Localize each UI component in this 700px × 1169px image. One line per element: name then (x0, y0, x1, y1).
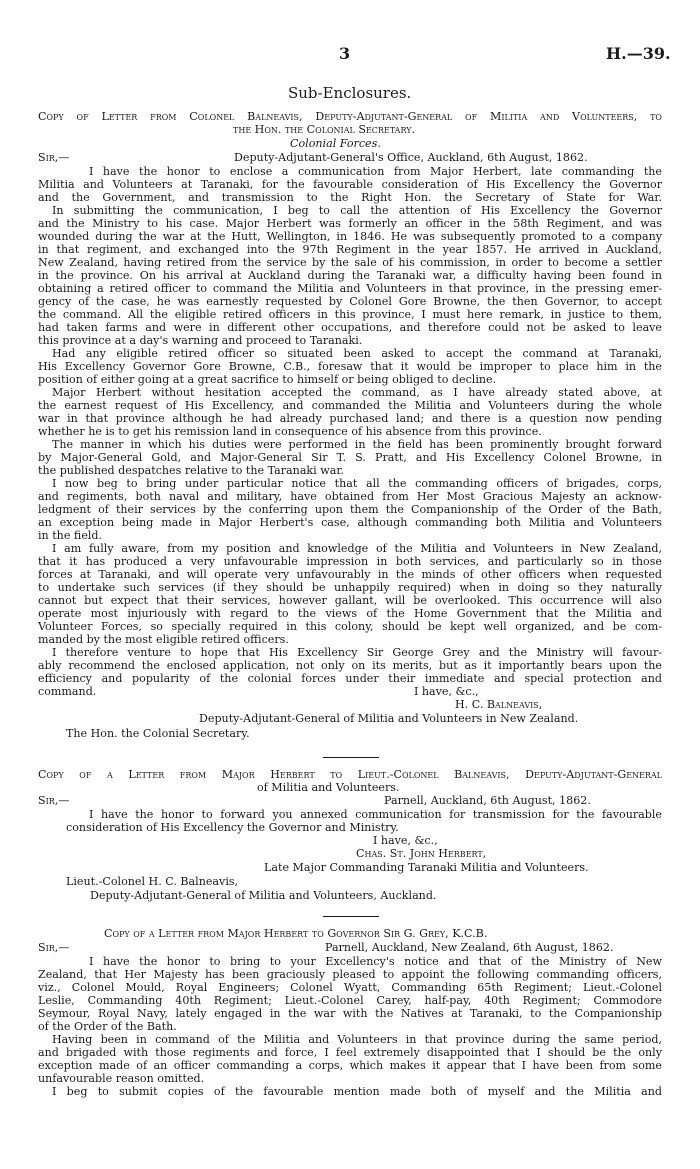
letter3-line: I have the honor to bring to your Excellency's notice and that of the Ministry of New (89, 955, 662, 968)
letter1-line: gency of the case, he was earnestly requested by Colonel Gore Browne, the then Governor, to accept (38, 295, 662, 308)
letter1-line: that it has produced a very unfavourable impression in both services, and particularly so in those (38, 555, 662, 568)
letter1-line: to undertake such services (if they should be unhappily required) when in doing so they naturally (38, 581, 662, 594)
letter1-line: and the Government, and transmission to the Right Hon. the Secretary of State for War. (38, 191, 662, 204)
letter3-salutation: Sir,— (38, 941, 70, 954)
section-divider (323, 757, 379, 758)
letter2-line: consideration of His Excellency the Governor and Ministry. (66, 821, 399, 834)
letter1-line: the command. All the eligible retired officers in this province, I must here remark, in justice to them, (38, 308, 662, 321)
section-title: Sub-Enclosures. (288, 84, 412, 102)
letter1-line: position of either going at a great sacrifice to himself or being obliged to decline. (38, 373, 497, 386)
letter1-line: war in that province although he had already purchased land; and there is a question now pending (38, 412, 662, 425)
letter2-dateline: Parnell, Auckland, 6th August, 1862. (384, 794, 591, 807)
letter1-addressee: The Hon. the Colonial Secretary. (66, 727, 250, 740)
letter1-line: the earnest request of His Excellency, and commanded the Militia and Volunteers during the whole (38, 399, 662, 412)
letter3-line: viz., Colonel Mould, Royal Engineers; Colonel Wyatt, Commanding 65th Regiment; Lieut.-Colonel (38, 981, 662, 994)
letter1-line: I now beg to bring under particular notice that all the commanding officers of brigades, corps, (52, 477, 662, 490)
page-number: 3 (339, 44, 351, 63)
letter2-addressee-cont: Deputy-Adjutant-General of Militia and Volunteers, Auckland. (90, 889, 437, 902)
letter1-line: cannot but expect that their services, however gallant, will be overlooked. This occurrence will also (38, 594, 662, 607)
letter1-line: Volunteer Forces, so specially required in this colony, should be kept well organized, and be com- (38, 620, 662, 633)
letter2-closing: I have, &c., (373, 834, 438, 847)
letter1-line: had taken farms and were in different other occupations, and therefore could not be asked to leave (38, 321, 662, 334)
letter1-line: in the province. On his arrival at Auckland during the Taranaki war, a difficulty having been found in (38, 269, 662, 282)
letter1-signature: H. C. Balneavis, (455, 698, 543, 711)
letter3-line: exception made of an officer commanding a corps, which makes it appear that I have been from some (38, 1059, 662, 1072)
letter1-line: and the Ministry to his case. Major Herbert was formerly an officer in the 58th Regiment, and was (38, 217, 662, 230)
letter2-signature-title: Late Major Commanding Taranaki Militia and Volunteers. (264, 861, 589, 874)
letter1-line: the published despatches relative to the Taranaki war. (38, 464, 344, 477)
letter1-line: In submitting the communication, I beg to call the attention of His Excellency the Governor (52, 204, 662, 217)
letter1-last-line: command. (38, 685, 97, 698)
section-divider (323, 916, 379, 917)
letter1-line: operate most injuriously with regard to the views of the Home Government that the Militia and (38, 607, 662, 620)
letter1-line: Major Herbert without hesitation accepted the command, as I have already stated above, at (52, 386, 662, 399)
letter2-heading-cont: of Militia and Volunteers. (257, 781, 400, 794)
letter1-line: forces at Taranaki, and will operate very unfavourably in the minds of other officers when requested (38, 568, 662, 581)
letter3-line: Leslie, Commanding 40th Regiment; Lieut.-Colonel Carey, half-pay, 40th Regiment; Commodore (38, 994, 662, 1007)
letter1-heading-cont: the Hon. the Colonial Secretary. (233, 123, 416, 136)
letter1-line: His Excellency Governor Gore Browne, C.B., foresaw that it would be improper to place him in the (38, 360, 662, 373)
letter3-line: Having been in command of the Militia and Volunteers in that province during the same period, (52, 1033, 662, 1046)
letter1-line: Militia and Volunteers at Taranaki, for the favourable consideration of His Excellency the Governor (38, 178, 662, 191)
letter1-line: I am fully aware, from my position and knowledge of the Militia and Volunteers in New Zealand, (52, 542, 662, 555)
letter2-addressee: Lieut.-Colonel H. C. Balneavis, (66, 875, 239, 888)
letter1-heading: Copy of Letter from Colonel Balneavis, Deputy-Adjutant-General of Militia and Volunteers, to (38, 110, 662, 123)
letter1-line: I have the honor to enclose a communication from Major Herbert, late commanding the (89, 165, 662, 178)
letter3-line: I beg to submit copies of the favourable mention made both of myself and the Militia and (52, 1085, 662, 1098)
letter3-heading: Copy of a Letter from Major Herbert to Governor Sir G. Grey, K.C.B. (104, 927, 488, 940)
letter3-line: of the Order of the Bath. (38, 1020, 177, 1033)
letter1-line: manded by the most eligible retired officers. (38, 633, 289, 646)
letter1-line: ledgment of their services by the conferring upon them the Companionship of the Order of the Bath, (38, 503, 662, 516)
letter1-line: The manner in which his duties were performed in the field has been prominently brought forward (52, 438, 662, 451)
letter1-line: New Zealand, having retired from the service by the sale of his commission, in order to become a settler (38, 256, 662, 269)
letter2-line: I have the honor to forward you annexed communication for transmission for the favourable (89, 808, 662, 821)
letter1-line: Had any eligible retired officer so situated been asked to accept the command at Taranaki, (52, 347, 662, 360)
letter1-line: an exception being made in Major Herbert's case, although commanding both Militia and Volunteers (38, 516, 662, 529)
letter1-line: ably recommend the enclosed application, not only on its merits, but as it importantly bears upon the (38, 659, 662, 672)
letter1-line: obtaining a retired officer to command the Militia and Volunteers in that province, in the pressing emer- (38, 282, 662, 295)
letter1-salutation: Sir,— (38, 151, 70, 164)
letter3-dateline: Parnell, Auckland, New Zealand, 6th August, 1862. (325, 941, 614, 954)
letter3-line: Zealand, that Her Majesty has been graciously pleased to appoint the following commanding officers, (38, 968, 662, 981)
letter2-signature: Chas. St. John Herbert, (356, 847, 487, 860)
letter1-line: this province at a day's warning and proceed to Taranaki. (38, 334, 363, 347)
letter3-line: Seymour, Royal Navy, lately engaged in the war with the Natives at Taranaki, to the Companionship (38, 1007, 662, 1020)
document-reference: H.—39. (606, 44, 671, 63)
letter1-signature-title: Deputy-Adjutant-General of Militia and Volunteers in New Zealand. (199, 712, 579, 725)
letter1-line: efficiency and popularity of the colonial forces under their immediate and special protection and (38, 672, 662, 685)
letter2-heading: Copy of a Letter from Major Herbert to Lieut.-Colonel Balneavis, Deputy-Adjutant-General (38, 768, 662, 781)
letter1-line: I therefore venture to hope that His Excellency Sir George Grey and the Ministry will favour- (52, 646, 662, 659)
letter1-dateline: Deputy-Adjutant-General's Office, Auckland, 6th August, 1862. (234, 151, 588, 164)
letter3-line: and brigaded with those regiments and force, I feel extremely disappointed that I should be the only (38, 1046, 662, 1059)
letter1-closing: I have, &c., (414, 685, 479, 698)
letter1-line: and regiments, both naval and military, have obtained from Her Most Gracious Majesty an acknow- (38, 490, 662, 503)
letter1-line: by Major-General Gold, and Major-General Sir T. S. Pratt, and His Excellency Colonel Browne, in (38, 451, 662, 464)
letter1-line: in the field. (38, 529, 103, 542)
letter3-line: unfavourable reason omitted. (38, 1072, 205, 1085)
letter1-line: wounded during the war at the Hutt, Wellington, in 1846. He was subsequently promoted to a company (38, 230, 662, 243)
letter1-line: in that regiment, and exchanged into the 97th Regiment in the year 1857. He arrived in Auckland, (38, 243, 662, 256)
letter2-salutation: Sir,— (38, 794, 70, 807)
letter1-subheading: Colonial Forces. (290, 137, 381, 150)
letter1-line: whether he is to get his remission land in consequence of his absence from this province. (38, 425, 542, 438)
